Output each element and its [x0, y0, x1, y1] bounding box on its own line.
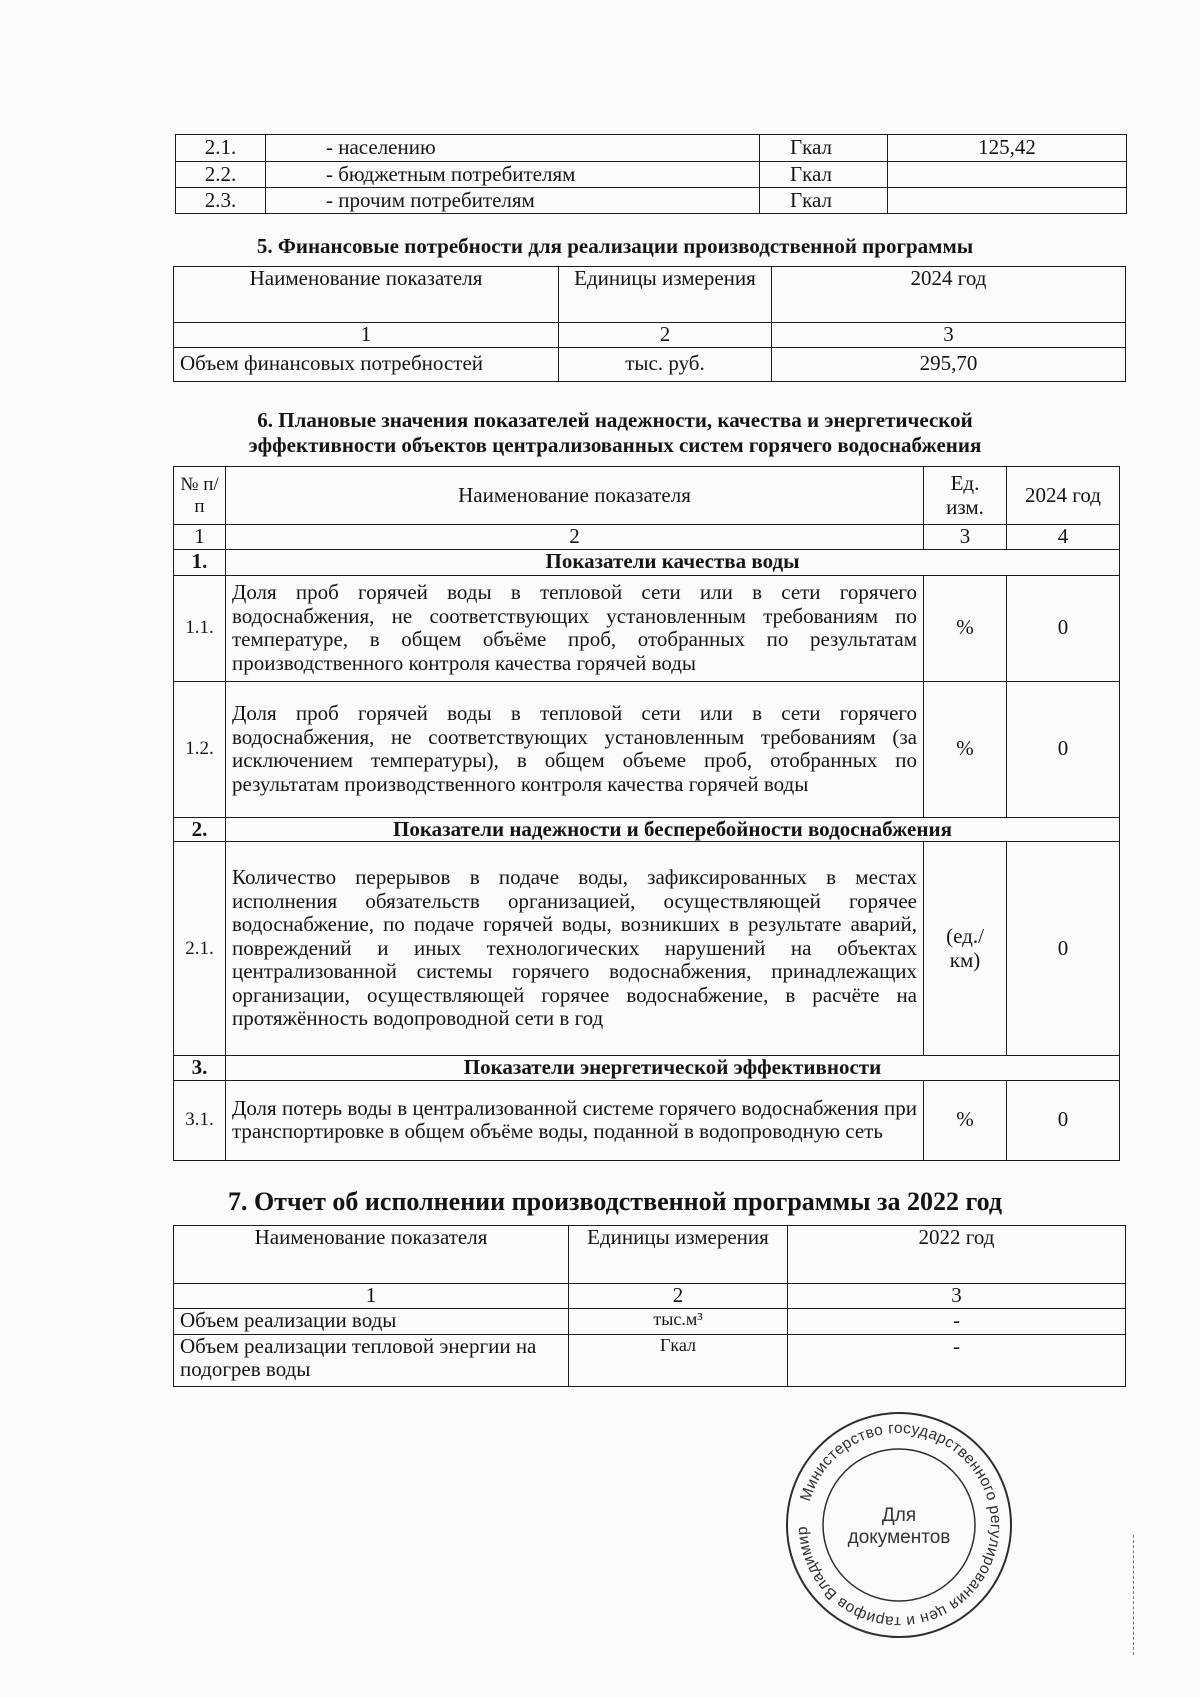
header-unit: Единицы измерения — [559, 267, 772, 323]
table-row — [174, 1334, 1126, 1386]
table-row — [176, 162, 1127, 188]
table-row — [174, 575, 1120, 681]
row-value: - — [788, 1308, 1126, 1334]
header-year: 2022 год — [788, 1226, 1126, 1284]
table-row — [174, 347, 1126, 381]
header-name: Наименование показателя — [226, 467, 924, 525]
group-title: Показатели надежности и бесперебойности водоснабжения — [226, 817, 1120, 842]
scan-margin-mark — [1133, 1535, 1134, 1655]
header-name: Наименование показателя — [174, 1226, 569, 1284]
header-unit: Единицы измерения — [569, 1226, 788, 1284]
index-cell: 3 — [788, 1284, 1126, 1309]
row-value: 295,70 — [772, 347, 1126, 381]
row-number: 1.2. — [174, 681, 226, 817]
header-name: Наименование показателя — [174, 267, 559, 323]
index-cell: 1 — [174, 323, 559, 348]
row-unit: (ед./ км) — [924, 842, 1007, 1056]
row-value: 0 — [1007, 842, 1120, 1056]
row-number: 2.1. — [174, 842, 226, 1056]
row-number: 1.1. — [174, 575, 226, 681]
table-header-row — [174, 1226, 1126, 1284]
row-number: 2.1. — [176, 135, 266, 162]
index-cell: 3 — [924, 525, 1007, 550]
section-6-title-line-1: 6. Плановые значения показателей надежности, качества и энергетической — [257, 408, 973, 432]
table-header-row — [174, 467, 1120, 525]
row-value: 0 — [1007, 681, 1120, 817]
row-name: Объем реализации воды — [174, 1308, 569, 1334]
row-value: - — [788, 1334, 1126, 1386]
index-cell: 1 — [174, 1284, 569, 1309]
row-unit: тыс.м³ — [569, 1308, 788, 1334]
group-number: 3. — [174, 1056, 226, 1081]
row-unit: % — [924, 1080, 1007, 1160]
row-unit: % — [924, 575, 1007, 681]
row-number: 2.3. — [176, 188, 266, 214]
row-name: Доля потерь воды в централизованной системе горячего водоснабжения при транспортировке в общем объёме воды, поданной в водопроводную сеть — [226, 1080, 924, 1160]
row-name: Объем реализации тепловой энергии на подогрев воды — [174, 1334, 569, 1386]
section-5-title: 5. Финансовые потребности для реализации производственной программы — [256, 234, 974, 258]
tariff-table-continuation — [175, 134, 1127, 214]
table-index-row — [174, 525, 1120, 550]
official-seal — [784, 1410, 1014, 1640]
row-value: 0 — [1007, 575, 1120, 681]
table-row — [174, 842, 1120, 1056]
header-num: № п/п — [174, 467, 226, 525]
group-number: 1. — [174, 549, 226, 575]
row-name: Доля проб горячей воды в тепловой сети или в сети горячего водоснабжения, не соответствующих установленным требованиям (за исключением температуры), в общем объеме проб, отобранных по результатам производственного контроля качества горячей воды — [226, 681, 924, 817]
group-title: Показатели энергетической эффективности — [226, 1056, 1120, 1081]
table-row — [174, 1080, 1120, 1160]
section-7-title: 7. Отчет об исполнении производственной программы за 2022 год — [227, 1187, 1003, 1216]
row-value: 0 — [1007, 1080, 1120, 1160]
row-name: Доля проб горячей воды в тепловой сети или в сети горячего водоснабжения, не соответствующих установленным требованиям по температуре, в общем объёме проб, отобранных по результатам производственного контроля качества горячей воды — [226, 575, 924, 681]
seal-center-line-1: Для — [881, 1505, 917, 1526]
group-header-row — [174, 549, 1120, 575]
row-name: Объем финансовых потребностей — [174, 347, 559, 381]
section-6-title-line-2: эффективности объектов централизованных систем горячего водоснабжения — [248, 433, 982, 457]
row-value — [888, 188, 1127, 214]
index-cell: 1 — [174, 525, 226, 550]
indicators-table — [173, 466, 1120, 1161]
row-value: 125,42 — [888, 135, 1127, 162]
row-unit: Гкал — [760, 162, 888, 188]
seal-center — [784, 1505, 1014, 1549]
group-title: Показатели качества воды — [226, 549, 1120, 575]
group-number: 2. — [174, 817, 226, 842]
table-row — [174, 681, 1120, 817]
table-row — [176, 135, 1127, 162]
row-number: 3.1. — [174, 1080, 226, 1160]
financial-needs-table — [173, 266, 1126, 382]
index-cell: 2 — [226, 525, 924, 550]
row-number: 2.2. — [176, 162, 266, 188]
row-unit: Гкал — [569, 1334, 788, 1386]
header-unit: Ед. изм. — [924, 467, 1007, 525]
table-row — [174, 1308, 1126, 1334]
row-unit: Гкал — [760, 135, 888, 162]
row-unit: % — [924, 681, 1007, 817]
table-index-row — [174, 1284, 1126, 1309]
row-name: - населению — [266, 135, 760, 162]
seal-center-line-2: документов — [847, 1526, 951, 1548]
table-header-row — [174, 267, 1126, 323]
group-header-row — [174, 817, 1120, 842]
program-report-table — [173, 1225, 1126, 1387]
row-value — [888, 162, 1127, 188]
row-name: Количество перерывов в подаче воды, зафиксированных в местах исполнения обязательств организацией, осуществляющей горячее водоснабжение, по подаче горячей воды, возникших в результате аварий, повреждений и иных технологических нарушений на объектах централизованной системы горячего водоснабжения, принадлежащих организации, осуществляющей горячее водоснабжение, в расчёте на протяжённость водопроводной сети в год — [226, 842, 924, 1056]
table-row — [176, 188, 1127, 214]
header-year: 2024 год — [1007, 467, 1120, 525]
header-year: 2024 год — [772, 267, 1126, 323]
index-cell: 2 — [569, 1284, 788, 1309]
seal-ring-text: Министерство государственного регулирования цен и тарифов Владимир — [793, 1419, 1005, 1631]
index-cell: 2 — [559, 323, 772, 348]
row-name: - прочим потребителям — [266, 188, 760, 214]
table-index-row — [174, 323, 1126, 348]
index-cell: 3 — [772, 323, 1126, 348]
group-header-row — [174, 1056, 1120, 1081]
row-unit: Гкал — [760, 188, 888, 214]
row-name: - бюджетным потребителям — [266, 162, 760, 188]
index-cell: 4 — [1007, 525, 1120, 550]
row-unit: тыс. руб. — [559, 347, 772, 381]
